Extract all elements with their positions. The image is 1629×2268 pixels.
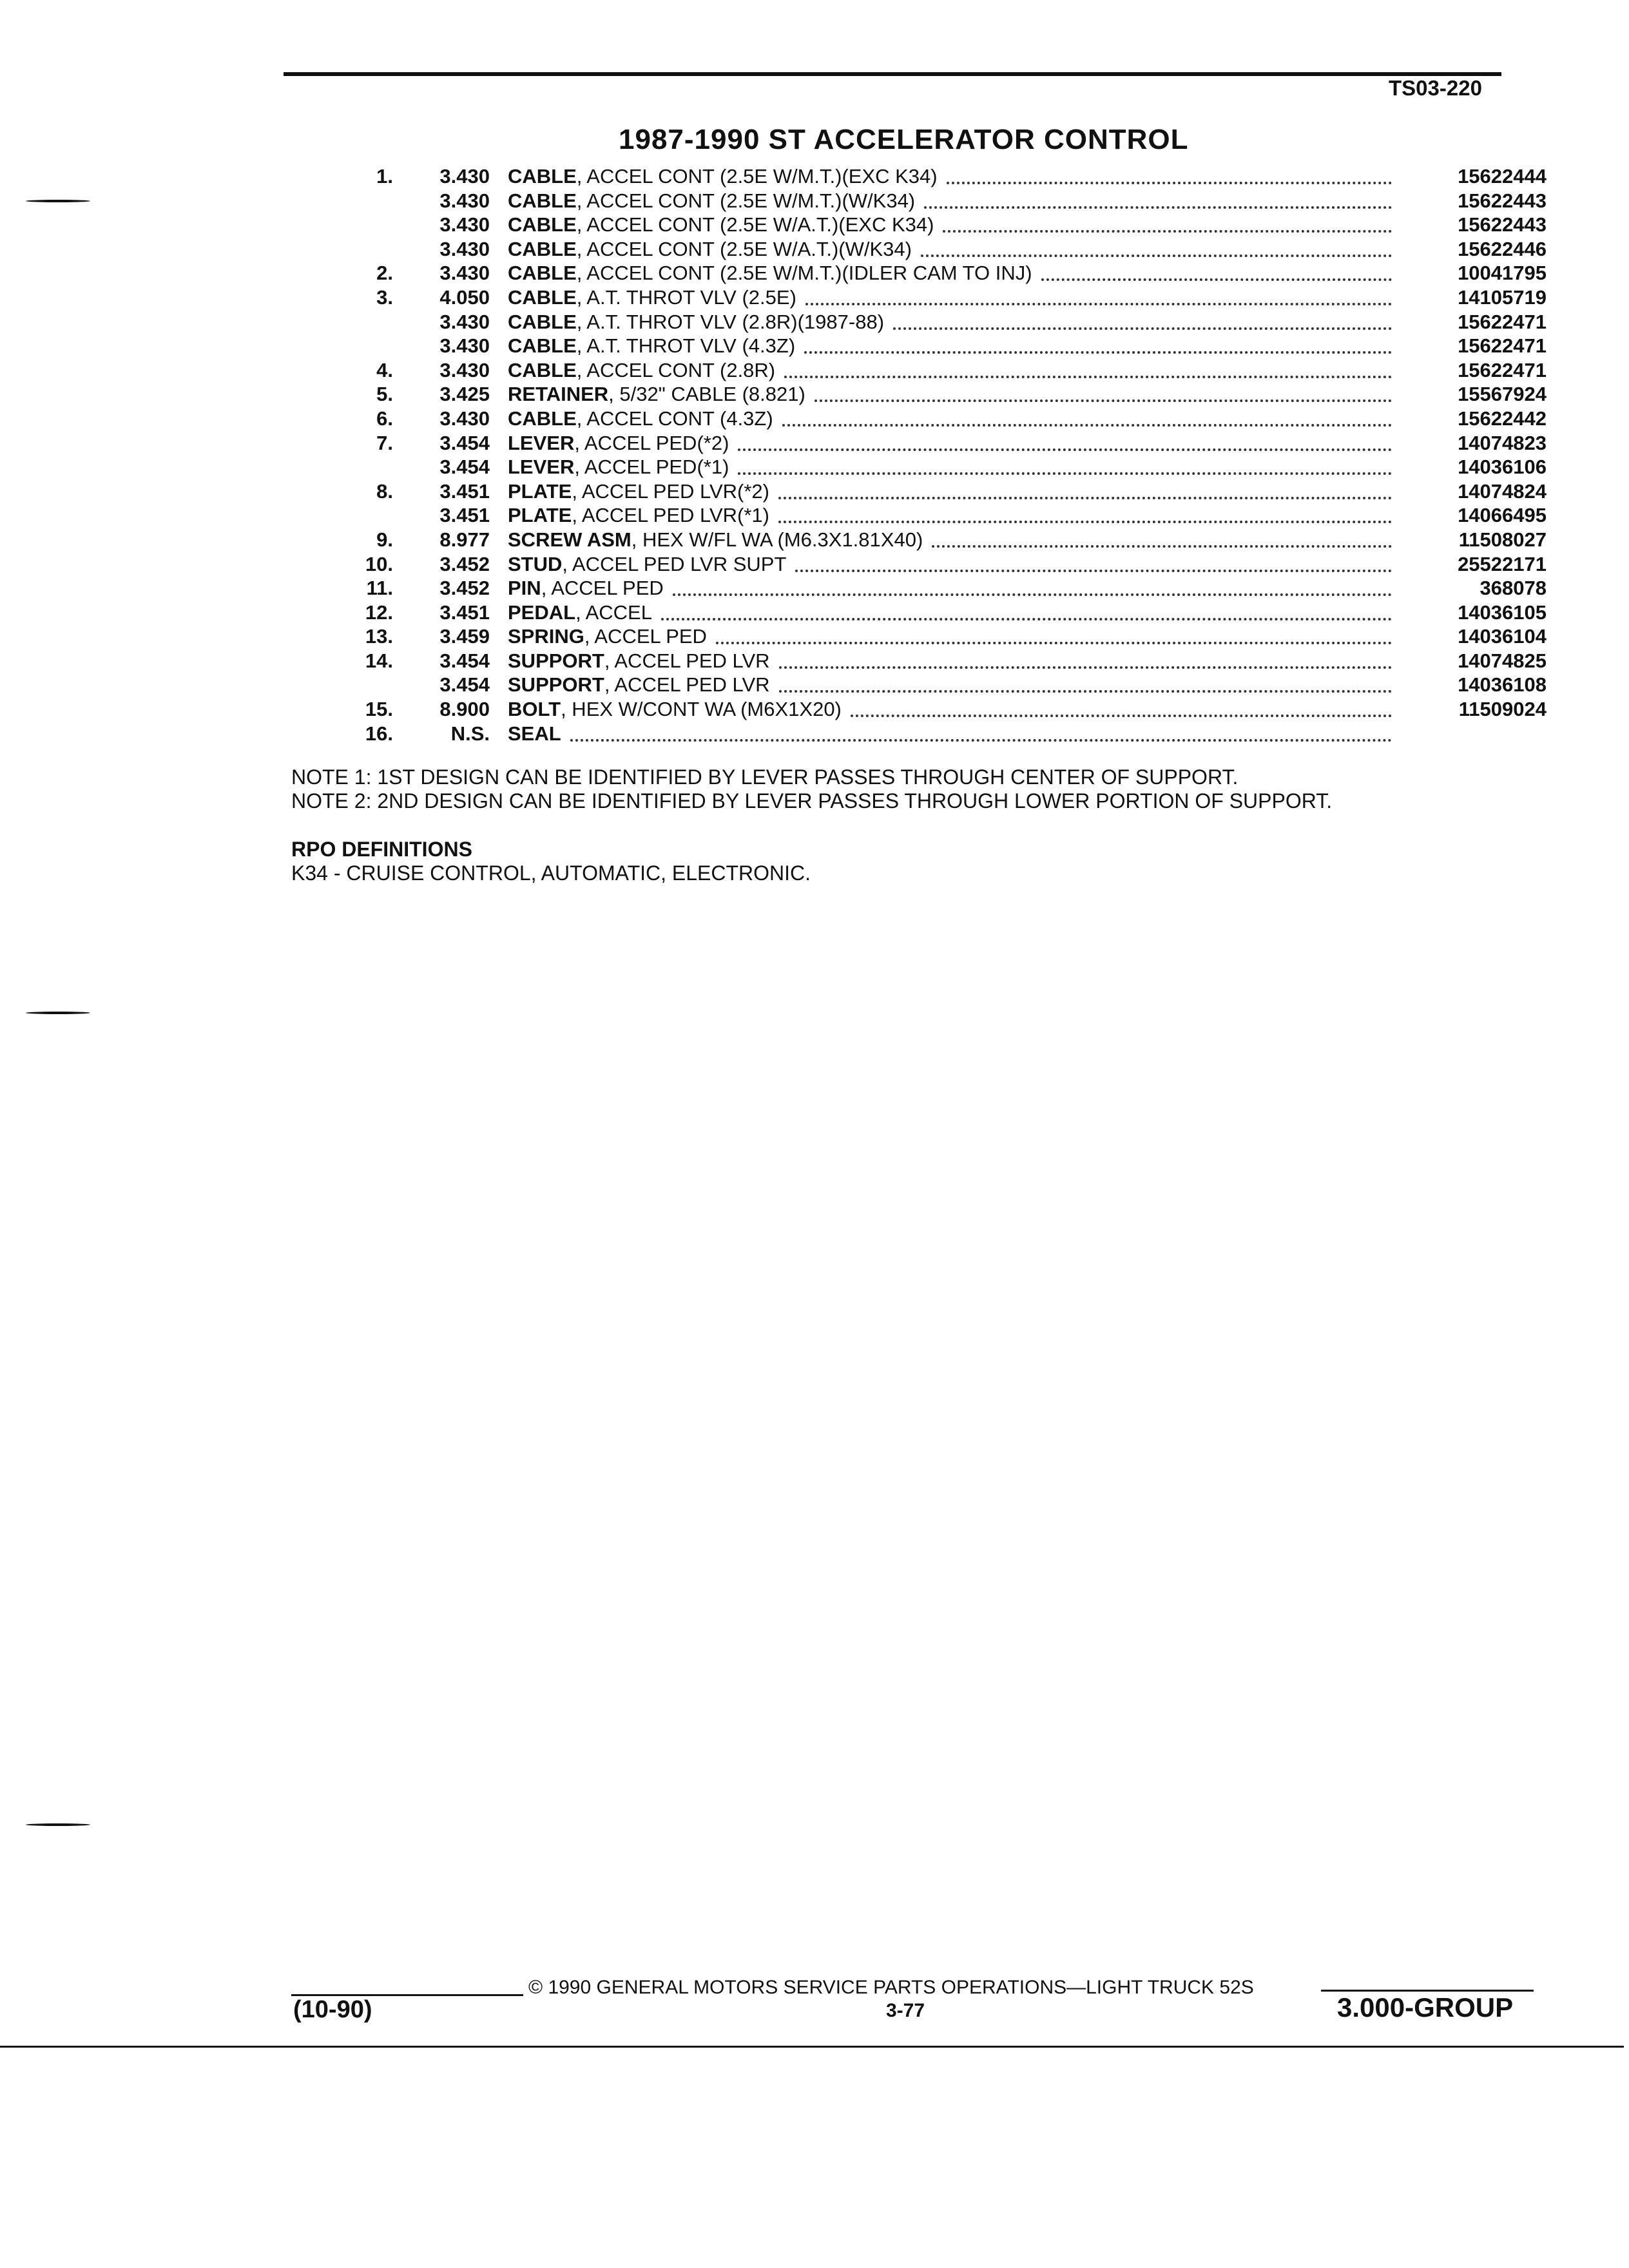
part-description: , ACCEL PED LVR(*1) — [572, 504, 769, 527]
dot-leader — [804, 351, 1392, 354]
group-number: 3.430 — [439, 213, 490, 236]
part-description: , ACCEL CONT (2.5E W/A.T.)(W/K34) — [576, 237, 912, 260]
part-description: , ACCEL PED LVR SUPT — [562, 552, 787, 575]
part-name-text: CABLE — [508, 262, 577, 285]
part-description: , A.T. THROT VLV (2.8R)(1987-88) — [576, 310, 885, 333]
part-name-text: CABLE — [508, 165, 577, 187]
part-name — [508, 649, 770, 673]
part-description: , ACCEL CONT (2.8R) — [576, 358, 776, 381]
part-number: 15622443 — [1458, 213, 1547, 236]
parts-row — [335, 625, 1547, 649]
dot-leader — [815, 399, 1392, 402]
part-name — [508, 673, 770, 697]
group-number: 3.452 — [439, 552, 490, 575]
part-name-text: CABLE — [508, 334, 577, 358]
part-description: , ACCEL PED(*1) — [574, 456, 729, 479]
punch-hole-mark — [26, 200, 90, 202]
group-number: 3.430 — [439, 237, 490, 260]
group-number: 3.430 — [439, 189, 490, 212]
item-number: 13. — [365, 625, 393, 648]
item-number: 8. — [376, 479, 393, 503]
part-number: 14036105 — [1458, 601, 1547, 624]
group-number: 3.430 — [439, 358, 490, 381]
part-name — [508, 262, 1032, 285]
part-name — [508, 480, 769, 503]
dot-leader — [1041, 278, 1392, 281]
parts-row — [335, 504, 1547, 528]
dot-leader — [778, 497, 1392, 499]
part-description: , A.T. THROT VLV (4.3Z) — [576, 334, 796, 358]
page-title: 1987-1990 ST ACCELERATOR CONTROL — [619, 124, 1189, 155]
part-name-text: PIN — [508, 577, 541, 600]
group-number: 3.425 — [439, 383, 490, 406]
part-name — [508, 601, 652, 624]
top-rule — [284, 72, 1501, 76]
part-name — [508, 213, 934, 236]
group-number: N.S. — [450, 722, 490, 745]
part-name-text: CABLE — [508, 310, 577, 333]
parts-row — [335, 189, 1547, 214]
dot-leader — [570, 739, 1392, 742]
group-number: 3.430 — [439, 165, 490, 187]
dot-leader — [805, 303, 1392, 305]
part-description: , 5/32" CABLE (8.821) — [608, 383, 805, 406]
part-description: , HEX W/FL WA (M6.3X1.81X40) — [631, 528, 923, 551]
dot-leader — [893, 327, 1392, 330]
parts-row — [335, 673, 1547, 698]
part-name — [508, 722, 561, 745]
part-number: 15567924 — [1458, 383, 1547, 406]
item-number: 16. — [365, 722, 393, 745]
part-number: 25522171 — [1458, 552, 1547, 575]
part-name — [508, 456, 729, 479]
item-number: 9. — [376, 528, 393, 551]
parts-row — [335, 698, 1547, 722]
notes-section — [291, 765, 1332, 813]
group-number: 8.900 — [439, 698, 490, 721]
dot-leader — [779, 690, 1392, 693]
part-name-text: CABLE — [508, 213, 577, 236]
parts-row — [335, 407, 1547, 432]
parts-row — [335, 528, 1547, 553]
page-number: 3-77 — [886, 2000, 925, 2021]
part-number: 368078 — [1480, 577, 1547, 600]
part-number: 14105719 — [1458, 285, 1547, 309]
part-name — [508, 238, 912, 261]
item-number: 5. — [376, 383, 393, 406]
group-number: 3.451 — [439, 479, 490, 503]
dot-leader — [782, 424, 1392, 427]
part-name-text: SPRING — [508, 625, 584, 648]
rpo-item: K34 - CRUISE CONTROL, AUTOMATIC, ELECTRONIC. — [291, 861, 811, 885]
part-number: 14074825 — [1458, 649, 1547, 672]
part-name-text: BOLT — [508, 698, 561, 721]
part-name-text: SUPPORT — [508, 673, 604, 697]
group-number: 3.452 — [439, 577, 490, 600]
dot-leader — [673, 593, 1392, 596]
part-name-text: SEAL — [508, 722, 561, 745]
parts-row — [335, 334, 1547, 359]
dot-leader — [924, 206, 1392, 209]
parts-row — [335, 480, 1547, 505]
item-number: 1. — [376, 165, 393, 187]
punch-hole-mark — [26, 1012, 90, 1014]
group-number: 3.430 — [439, 262, 490, 285]
part-name — [508, 432, 729, 455]
dot-leader — [738, 448, 1392, 451]
part-number: 15622471 — [1458, 334, 1547, 358]
part-description: , ACCEL CONT (2.5E W/M.T.)(W/K34) — [576, 189, 916, 212]
part-name — [508, 165, 938, 188]
part-description: , ACCEL CONT (2.5E W/M.T.)(EXC K34) — [576, 165, 938, 187]
parts-row — [335, 601, 1547, 626]
item-number: 14. — [365, 649, 393, 672]
group-number: 3.454 — [439, 431, 490, 454]
part-number: 10041795 — [1458, 262, 1547, 285]
part-description: , ACCEL PED LVR — [604, 673, 770, 697]
part-description: , ACCEL CONT (2.5E W/M.T.)(IDLER CAM TO INJ) — [576, 262, 1032, 285]
item-number: 3. — [376, 285, 393, 309]
dot-leader — [738, 472, 1392, 475]
part-description: , ACCEL PED LVR(*2) — [572, 479, 769, 503]
document-code: TS03-220 — [1389, 76, 1482, 100]
note-1: NOTE 1: 1ST DESIGN CAN BE IDENTIFIED BY LEVER PASSES THROUGH CENTER OF SUPPORT. — [291, 765, 1239, 789]
part-description: , ACCEL PED LVR — [604, 649, 770, 672]
group-number: 3.451 — [439, 504, 490, 527]
part-name-text: SUPPORT — [508, 649, 604, 672]
part-number: 15622444 — [1458, 165, 1547, 187]
part-name — [508, 504, 769, 527]
part-description: , ACCEL — [575, 601, 652, 624]
parts-row — [335, 165, 1547, 189]
parts-row — [335, 553, 1547, 577]
part-name — [508, 311, 884, 334]
parts-row — [335, 359, 1547, 383]
part-number: 14074824 — [1458, 479, 1547, 503]
dot-leader — [779, 666, 1392, 669]
part-description: , ACCEL CONT (2.5E W/A.T.)(EXC K34) — [576, 213, 934, 236]
group-number: 4.050 — [439, 285, 490, 309]
part-number: 14066495 — [1458, 504, 1547, 527]
bottom-rule — [0, 2046, 1624, 2048]
part-description: , ACCEL PED(*2) — [574, 431, 729, 454]
parts-row — [335, 649, 1547, 674]
dot-leader — [943, 230, 1392, 233]
part-name — [508, 577, 664, 600]
part-description: , A.T. THROT VLV (2.5E) — [576, 285, 796, 309]
part-number: 11508027 — [1458, 528, 1547, 551]
part-number: 14074823 — [1458, 431, 1547, 454]
parts-row — [335, 722, 1547, 747]
part-description: , HEX W/CONT WA (M6X1X20) — [561, 698, 842, 721]
dot-leader — [778, 521, 1392, 523]
punch-hole-mark — [26, 1823, 90, 1826]
item-number: 2. — [376, 262, 393, 285]
part-name — [508, 698, 842, 721]
part-description: , ACCEL PED — [541, 577, 664, 600]
part-name — [508, 553, 786, 576]
group-number: 8.977 — [439, 528, 490, 551]
group-number: 3.454 — [439, 649, 490, 672]
part-number: 15622446 — [1458, 237, 1547, 260]
group-number: 3.451 — [439, 601, 490, 624]
part-description: , ACCEL PED — [584, 625, 707, 648]
parts-row — [335, 456, 1547, 480]
rpo-heading: RPO DEFINITIONS — [291, 838, 472, 861]
part-number: 14036104 — [1458, 625, 1547, 648]
group-number: 3.430 — [439, 334, 490, 358]
part-name — [508, 359, 775, 382]
parts-row — [335, 432, 1547, 456]
group-number: 3.430 — [439, 407, 490, 430]
part-name-text: CABLE — [508, 189, 577, 212]
part-name-text: LEVER — [508, 456, 575, 479]
part-name-text: CABLE — [508, 237, 577, 260]
dot-leader — [921, 255, 1392, 257]
part-name — [508, 286, 796, 309]
parts-row — [335, 238, 1547, 262]
item-number: 7. — [376, 431, 393, 454]
part-name — [508, 189, 915, 213]
group-number: 3.459 — [439, 625, 490, 648]
item-number: 10. — [365, 552, 393, 575]
part-name-text: STUD — [508, 552, 563, 575]
parts-row — [335, 213, 1547, 238]
part-number: 14036108 — [1458, 673, 1547, 697]
part-name-text: CABLE — [508, 285, 577, 309]
part-number: 11509024 — [1458, 698, 1547, 721]
part-name-text: PLATE — [508, 479, 572, 503]
item-number: 6. — [376, 407, 393, 430]
item-number: 4. — [376, 358, 393, 381]
dot-leader — [716, 642, 1392, 644]
dot-leader — [661, 618, 1392, 620]
item-number: 15. — [365, 698, 393, 721]
dot-leader — [947, 182, 1392, 184]
part-number: 15622471 — [1458, 358, 1547, 381]
part-name — [508, 625, 707, 648]
part-name-text: PLATE — [508, 504, 572, 527]
dot-leader — [795, 570, 1392, 572]
footer-rule-right — [1321, 1990, 1534, 1992]
part-name — [508, 528, 923, 552]
part-name — [508, 383, 805, 406]
item-number: 12. — [365, 601, 393, 624]
note-2: NOTE 2: 2ND DESIGN CAN BE IDENTIFIED BY LEVER PASSES THROUGH LOWER PORTION OF SUPPORT. — [291, 789, 1333, 812]
part-name — [508, 334, 795, 358]
item-number: 11. — [366, 577, 393, 600]
part-name-text: CABLE — [508, 407, 577, 430]
group-number: 3.430 — [439, 310, 490, 333]
part-name-text: RETAINER — [508, 383, 609, 406]
parts-row — [335, 383, 1547, 407]
part-number: 15622443 — [1458, 189, 1547, 212]
parts-row — [335, 286, 1547, 311]
footer-copyright: © 1990 GENERAL MOTORS SERVICE PARTS OPERATIONS—LIGHT TRUCK 52S — [528, 1977, 1254, 1998]
group-number: 3.454 — [439, 456, 490, 479]
parts-row — [335, 311, 1547, 335]
parts-row — [335, 262, 1547, 286]
part-number: 15622471 — [1458, 310, 1547, 333]
part-description: , ACCEL CONT (4.3Z) — [576, 407, 773, 430]
footer-date: (10-90) — [293, 1996, 372, 2023]
footer-group: 3.000-GROUP — [1337, 1992, 1514, 2023]
part-name — [508, 407, 773, 430]
dot-leader — [851, 715, 1392, 717]
part-name-text: LEVER — [508, 431, 575, 454]
part-number: 15622442 — [1458, 407, 1547, 430]
parts-row — [335, 577, 1547, 601]
part-name-text: CABLE — [508, 358, 577, 381]
dot-leader — [932, 545, 1392, 548]
part-number: 14036106 — [1458, 456, 1547, 479]
part-name-text: PEDAL — [508, 601, 576, 624]
rpo-definitions — [291, 838, 811, 885]
group-number: 3.454 — [439, 673, 490, 697]
parts-list — [335, 165, 1547, 746]
part-name-text: SCREW ASM — [508, 528, 631, 551]
dot-leader — [784, 376, 1392, 378]
